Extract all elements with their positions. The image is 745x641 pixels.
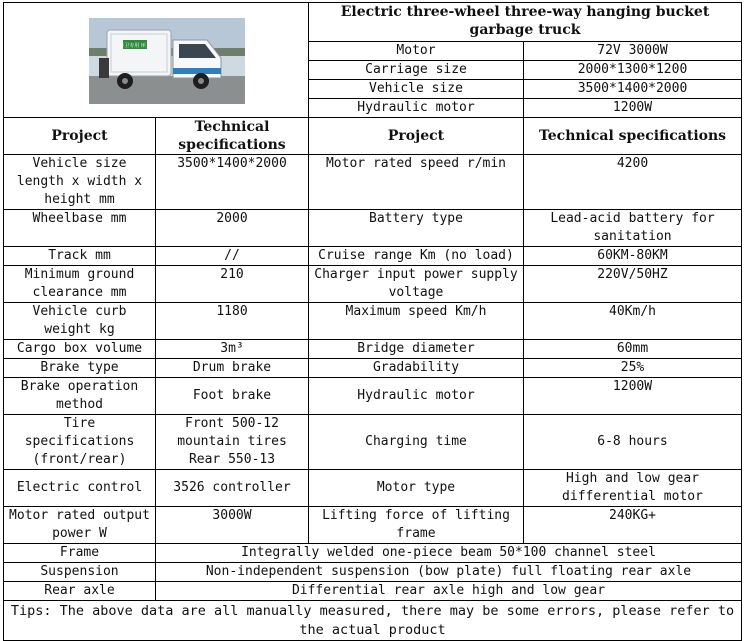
spec-value: 40Km/h xyxy=(524,303,742,340)
spec-value: 60KM-80KM xyxy=(524,247,742,266)
tips-note: Tips: The above data are all manually measured, there may be some errors, please refer to the actual product xyxy=(4,601,742,641)
column-header-project: Project xyxy=(309,118,524,155)
spec-project: Vehicle curb weight kg xyxy=(4,303,156,340)
spec-value: 6-8 hours xyxy=(524,415,742,470)
spec-project: Charger input power supply voltage xyxy=(309,266,524,303)
spec-project: Minimum ground clearance mm xyxy=(4,266,156,303)
wide-row-value: Differential rear axle high and low gear xyxy=(156,582,742,601)
spec-project: Motor type xyxy=(309,470,524,507)
summary-value: 2000*1300*1200 xyxy=(524,61,742,80)
column-header-project: Project xyxy=(4,118,156,155)
column-header-technical: Technical specifications xyxy=(524,118,742,155)
spec-value: 240KG+ xyxy=(524,507,742,544)
spec-project: Motor rated output power W xyxy=(4,507,156,544)
spec-value: // xyxy=(156,247,309,266)
summary-value: 72V 3000W xyxy=(524,42,742,61)
spec-value: 210 xyxy=(156,266,309,303)
summary-label: Hydraulic motor xyxy=(309,99,524,118)
spec-project: Bridge diameter xyxy=(309,340,524,359)
spec-value: 1200W xyxy=(524,378,742,415)
spec-value: Front 500-12 mountain tires Rear 550-13 xyxy=(156,415,309,470)
spec-project: Track mm xyxy=(4,247,156,266)
spec-project: Maximum speed Km/h xyxy=(309,303,524,340)
wide-row-label: Suspension xyxy=(4,563,156,582)
summary-value: 1200W xyxy=(524,99,742,118)
spec-value: 3000W xyxy=(156,507,309,544)
spec-value: 3m³ xyxy=(156,340,309,359)
spec-value: 3526 controller xyxy=(156,470,309,507)
product-title: Electric three-wheel three-way hanging bucket garbage truck xyxy=(309,3,742,42)
spec-project: Hydraulic motor xyxy=(309,378,524,415)
spec-value: 2000 xyxy=(156,210,309,247)
summary-label: Carriage size xyxy=(309,61,524,80)
summary-label: Motor xyxy=(309,42,524,61)
wide-row-label: Rear axle xyxy=(4,582,156,601)
wide-row-label: Frame xyxy=(4,544,156,563)
spec-value: Lead-acid battery for sanitation xyxy=(524,210,742,247)
spec-value: 25% xyxy=(524,359,742,378)
spec-project: Motor rated speed r/min xyxy=(309,155,524,210)
column-header-technical: Technical specifications xyxy=(156,118,309,155)
svg-text:环卫专用 环卫: 环卫专用 环卫 xyxy=(119,43,151,49)
wide-row-value: Integrally welded one-piece beam 50*100 channel steel xyxy=(156,544,742,563)
spec-value: 60mm xyxy=(524,340,742,359)
spec-project: Lifting force of lifting frame xyxy=(309,507,524,544)
spec-value: 1180 xyxy=(156,303,309,340)
spec-value: Foot brake xyxy=(156,378,309,415)
spec-value: 4200 xyxy=(524,155,742,210)
spec-project: Vehicle size length x width x height mm xyxy=(4,155,156,210)
summary-value: 3500*1400*2000 xyxy=(524,80,742,99)
spec-project: Cruise range Km (no load) xyxy=(309,247,524,266)
product-photo-cell xyxy=(4,3,309,118)
spec-value: 220V/50HZ xyxy=(524,266,742,303)
spec-project: Cargo box volume xyxy=(4,340,156,359)
spec-project: Gradability xyxy=(309,359,524,378)
spec-project: Charging time xyxy=(309,415,524,470)
spec-project: Wheelbase mm xyxy=(4,210,156,247)
spec-project: Brake operation method xyxy=(4,378,156,415)
summary-label: Vehicle size xyxy=(309,80,524,99)
spec-table xyxy=(3,2,742,641)
spec-sheet xyxy=(3,2,742,641)
wide-row-value: Non-independent suspension (bow plate) full floating rear axle xyxy=(156,563,742,582)
spec-project: Tire specifications (front/rear) xyxy=(4,415,156,470)
spec-project: Battery type xyxy=(309,210,524,247)
garbage-truck-photo-icon xyxy=(89,18,245,104)
spec-project: Electric control xyxy=(4,470,156,507)
spec-value: 3500*1400*2000 xyxy=(156,155,309,210)
spec-project: Brake type xyxy=(4,359,156,378)
spec-value: High and low gear differential motor xyxy=(524,470,742,507)
spec-value: Drum brake xyxy=(156,359,309,378)
